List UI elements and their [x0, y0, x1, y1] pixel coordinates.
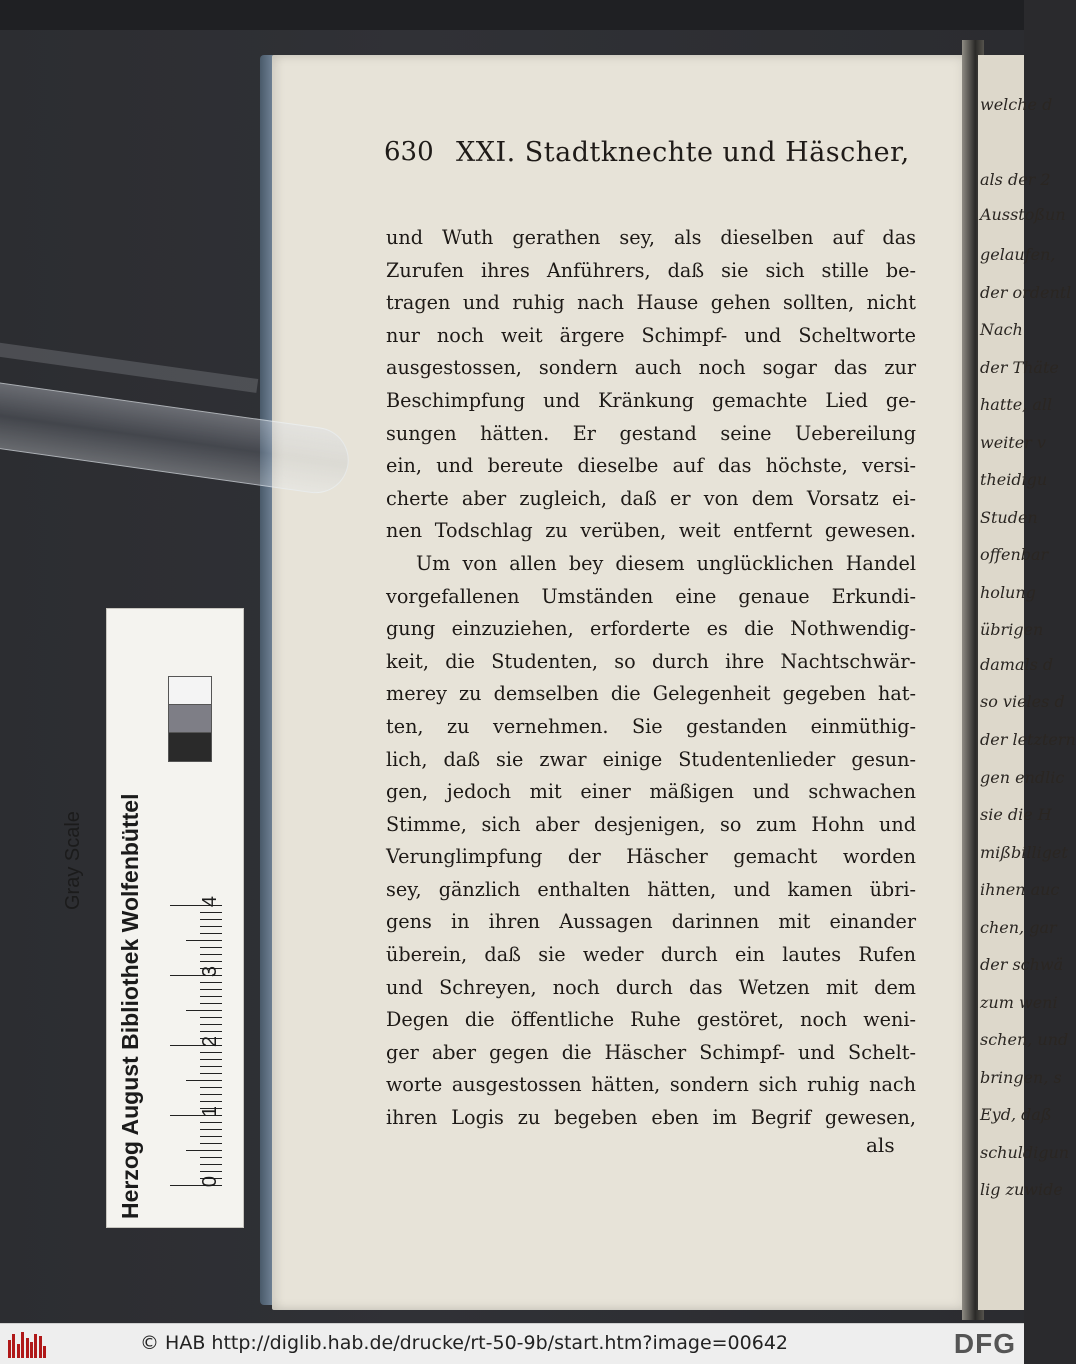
next-page-line: damals d — [980, 655, 1054, 674]
ruler-tick — [200, 1094, 222, 1095]
running-title: XXI. Stadtknechte und Häscher, — [456, 137, 910, 168]
text-line: worte ausgestossen hätten, sondern sich ruhig nach — [386, 1073, 916, 1097]
next-page-line: Nach — [980, 320, 1023, 339]
text-line: ten, zu vernehmen. Sie gestanden einmüthig- — [386, 714, 916, 738]
next-page-line: so vieles d — [980, 692, 1065, 711]
next-page-line: sie die H — [980, 805, 1052, 824]
text-line: gung einzuziehen, erforderte es die Nothwendig- — [386, 617, 916, 641]
gray-patch — [168, 704, 212, 734]
next-page-line: bringen, s — [980, 1068, 1062, 1087]
next-page-line: offenbar — [980, 545, 1049, 564]
gray-scale-label: Gray Scale — [62, 811, 84, 910]
next-page-line: theidigu — [980, 470, 1048, 489]
footer-credit-link[interactable]: © HAB http://diglib.hab.de/drucke/rt-50-9b/start.htm?image=00642 — [140, 1332, 788, 1354]
ruler-tick — [200, 1087, 222, 1088]
next-page-line: zum weni — [980, 993, 1058, 1012]
text-line: merey zu demselben die Gelegenheit gegeben hat- — [386, 682, 916, 706]
next-page-line: der ordentl — [980, 283, 1072, 302]
next-page-line: lig zuwide — [980, 1180, 1063, 1199]
ruler-tick — [200, 1129, 222, 1130]
ruler-tick — [200, 1073, 222, 1074]
gray-patch — [168, 676, 212, 706]
footer-bar — [0, 1323, 1024, 1364]
text-line: cherte aber zugleich, daß er von dem Vorsatz ei- — [386, 486, 916, 510]
text-line: keit, die Studenten, so durch ihre Nachtschwär- — [386, 649, 916, 673]
next-page-line: als der 2 — [980, 170, 1051, 189]
ruler-number: 2 — [199, 1035, 222, 1048]
next-page-line: Eyd, daß — [980, 1105, 1052, 1124]
ruler-tick — [200, 1143, 222, 1144]
next-page-line: übrigen — [980, 620, 1044, 639]
ruler-tick — [200, 1136, 222, 1137]
page-body-text — [386, 222, 916, 1135]
ruler-tick — [200, 1031, 222, 1032]
next-page-line: der schwä — [980, 955, 1064, 974]
scan-top-edge — [0, 0, 1024, 30]
ruler-tick — [200, 912, 222, 913]
page-header — [384, 133, 910, 181]
text-line: Stimme, sich aber desjenigen, so zum Hohn und — [386, 812, 916, 836]
hab-logo-icon — [8, 1332, 48, 1358]
text-line: Degen die öffentliche Ruhe gestöret, noch weni- — [386, 1008, 916, 1032]
text-line: tragen und ruhig nach Hause gehen sollten, nicht — [386, 291, 916, 315]
next-page-line: chen, gar — [980, 918, 1057, 937]
ruler-tick — [200, 954, 222, 955]
next-page-line: der Thäte — [980, 358, 1059, 377]
ruler-tick — [200, 926, 222, 927]
text-line: vorgefallenen Umständen eine genaue Erkundi- — [386, 584, 916, 608]
ruler-tick — [200, 933, 222, 934]
next-page-line: Studen — [980, 508, 1038, 527]
ruler-tick — [186, 940, 222, 941]
catchword: als — [866, 1133, 895, 1157]
ruler-tick — [200, 996, 222, 997]
ruler-number: 4 — [199, 895, 222, 908]
text-line: Beschimpfung und Kränkung gemachte Lied ge- — [386, 388, 916, 412]
ruler-tick — [200, 989, 222, 990]
text-line: überein, daß sie weder durch ein lautes Rufen — [386, 943, 916, 967]
ruler-tick — [200, 982, 222, 983]
next-page-line: der letztern — [980, 730, 1076, 749]
ruler-tick — [200, 1052, 222, 1053]
ruler-tick — [200, 1024, 222, 1025]
text-line: gens in ihren Aussagen darinnen mit einander — [386, 910, 916, 934]
text-line: sungen hätten. Er gestand seine Uebereilung — [386, 421, 916, 445]
ruler-number: 1 — [199, 1105, 222, 1118]
text-line: ger aber gegen die Häscher Schimpf- und Schelt- — [386, 1040, 916, 1064]
next-page-line: hatte, all — [980, 395, 1053, 414]
ruler-tick — [200, 1101, 222, 1102]
ruler-ticks — [162, 905, 222, 1195]
text-line: ein, und bereute dieselbe auf das höchste, versi- — [386, 454, 916, 478]
next-page-line: gelaufen, — [980, 245, 1056, 264]
next-page-line: mißbilliget — [980, 843, 1068, 862]
next-page-line: ihnen auc — [980, 880, 1060, 899]
text-line: Zurufen ihres Anführers, daß sie sich stille be- — [386, 258, 916, 282]
dfg-logo: DFG — [953, 1328, 1016, 1359]
text-line: nen Todschlag zu verüben, weit entfernt gewesen. — [386, 519, 916, 543]
ruler-number: 0 — [199, 1175, 222, 1188]
next-page-line: schen, und — [980, 1030, 1069, 1049]
ruler-tick — [200, 1066, 222, 1067]
ruler-tick — [186, 1150, 222, 1151]
text-line: sey, gänzlich enthalten hätten, und kamen übri- — [386, 877, 916, 901]
ruler-tick — [200, 1017, 222, 1018]
text-line: und Schreyen, noch durch das Wetzen mit dem — [386, 975, 916, 999]
text-line: Um von allen bey diesem unglücklichen Handel — [416, 551, 916, 575]
next-page-line: welche d — [980, 95, 1053, 114]
text-line: Verunglimpfung der Häscher gemacht worden — [386, 845, 916, 869]
next-page-line: Ausstoßun — [980, 205, 1066, 224]
text-line: ausgestossen, sondern auch noch sogar das zur — [386, 356, 916, 380]
ruler-tick — [200, 1003, 222, 1004]
ruler-tick — [200, 1164, 222, 1165]
text-line: ihren Logis zu begeben eben im Begrif gewesen, — [386, 1106, 916, 1130]
ruler-tick — [200, 1157, 222, 1158]
ruler-tick — [200, 919, 222, 920]
next-page-fragment — [978, 55, 1076, 1310]
ruler-tick — [200, 1059, 222, 1060]
text-line: und Wuth gerathen sey, als dieselben auf das — [386, 226, 916, 249]
ruler-tick — [200, 1171, 222, 1172]
text-line: lich, daß sie zwar einige Studentenlieder gesun- — [386, 747, 916, 771]
ruler-tick — [200, 947, 222, 948]
ruler-tick — [200, 1122, 222, 1123]
page-number: 630 — [384, 137, 434, 167]
ruler-number: 3 — [199, 965, 222, 978]
text-line: gen, jedoch mit einer mäßigen und schwachen — [386, 780, 916, 804]
next-page-line: schuldigun — [980, 1143, 1070, 1162]
text-line: nur noch weit ärgere Schimpf- und Scheltworte — [386, 323, 916, 347]
gray-patch — [168, 732, 212, 762]
next-page-line: gen endlic — [980, 768, 1065, 787]
ruler-tick — [200, 961, 222, 962]
ruler-tick — [186, 1080, 222, 1081]
ruler-tick — [186, 1010, 222, 1011]
next-page-line: weiter v — [980, 433, 1046, 452]
scale-card-institution: Herzog August Bibliothek Wolfenbüttel — [117, 793, 143, 1219]
next-page-line: holung — [980, 583, 1036, 602]
